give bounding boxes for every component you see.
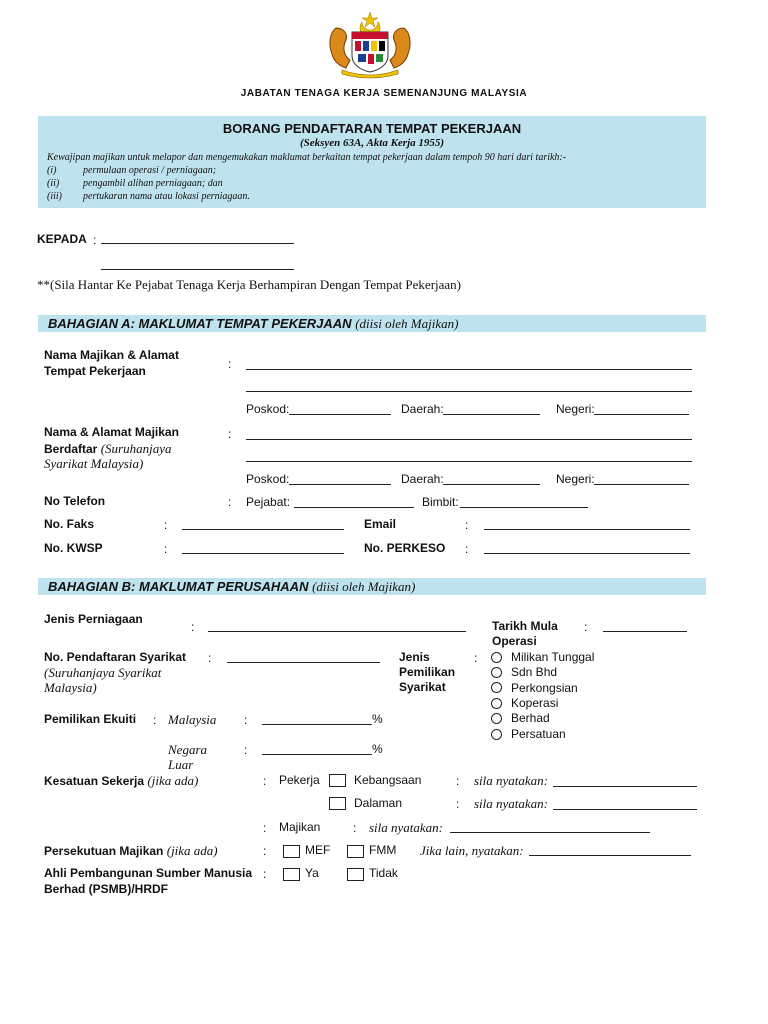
jenis-perniagaan-label: Jenis Perniagaan (44, 612, 143, 626)
kesatuan-colon: : (263, 774, 267, 788)
kesatuan-text: Kesatuan Sekerja (44, 774, 145, 788)
majikan-label: Majikan (279, 820, 321, 834)
tarikh-mula-colon: : (584, 620, 588, 634)
ya-checkbox[interactable] (283, 868, 300, 881)
no-kwsp-field[interactable] (182, 541, 344, 554)
negara-colon: : (244, 743, 248, 757)
persekutuan-text: Persekutuan Majikan (44, 844, 164, 858)
coat-of-arms (322, 10, 418, 80)
poskod-label: Poskod: (246, 402, 290, 416)
no-pendaftaran-colon: : (208, 651, 212, 665)
option-berhad: Berhad (511, 711, 550, 725)
fmm-checkbox[interactable] (347, 845, 364, 858)
majikan-colon-2: : (353, 821, 357, 835)
daerah-field-2[interactable] (443, 472, 540, 485)
header-item-3-num: (iii) (47, 191, 62, 202)
radio-milikan-tunggal[interactable] (491, 652, 502, 663)
tarikh-mula-field[interactable] (603, 619, 687, 632)
kebangsaan-sila: sila nyatakan: (474, 773, 549, 788)
nama-berdaftar-label-1: Nama & Alamat Majikan (44, 425, 179, 439)
nama-majikan-line-2[interactable] (246, 379, 692, 392)
kesatuan-label (44, 773, 198, 789)
section-b-title (48, 579, 415, 595)
no-telefon-colon: : (228, 495, 232, 509)
majikan-colon: : (263, 821, 267, 835)
no-pendaftaran-label: No. Pendaftaran Syarikat (44, 650, 187, 664)
email-colon: : (465, 518, 469, 532)
agency-title: JABATAN TENAGA KERJA SEMENANJUNG MALAYSIA (240, 88, 528, 99)
jika-lain-label: Jika lain, nyatakan: (420, 843, 524, 858)
nama-majikan-label: Nama Majikan & Alamat (44, 348, 179, 362)
mef-label: MEF (305, 843, 331, 857)
pekerja-label: Pekerja (279, 773, 320, 787)
malaysia-coat-of-arms-icon (322, 10, 418, 80)
operasi-label: Operasi (492, 634, 537, 648)
kesatuan-jika-ada: (jika ada) (147, 773, 199, 788)
bimbit-label: Bimbit: (422, 495, 459, 509)
no-kwsp-label: No. KWSP (44, 541, 103, 555)
section-b-title-text: BAHAGIAN B: MAKLUMAT PERUSAHAAN (48, 579, 309, 594)
no-perkeso-field[interactable] (484, 541, 690, 554)
section-a-title (48, 316, 458, 332)
negara-percent-field[interactable] (262, 742, 372, 755)
suruhanjaya-text: (Suruhanjaya (100, 441, 172, 456)
section-a-suffix: (diisi oleh Majikan) (355, 316, 459, 331)
option-koperasi: Koperasi (511, 696, 559, 710)
poskod-label-2: Poskod: (246, 472, 290, 486)
daerah-label-2: Daerah: (401, 472, 444, 486)
tidak-checkbox[interactable] (347, 868, 364, 881)
ya-label: Ya (305, 866, 319, 880)
persekutuan-jika-ada: (jika ada) (166, 843, 218, 858)
kepada-line-1[interactable] (101, 231, 294, 244)
form-subtitle: (Seksyen 63A, Akta Kerja 1955) (299, 137, 445, 149)
no-perkeso-label: No. PERKESO (364, 541, 446, 555)
header-item-1-num: (i) (47, 165, 57, 176)
form-title: BORANG PENDAFTARAN TEMPAT PEKERJAAN (222, 121, 522, 136)
jenis-pemilikan-3: Syarikat (399, 680, 446, 694)
daerah-field[interactable] (443, 402, 540, 415)
no-telefon-label: No Telefon (44, 494, 106, 508)
negeri-field-2[interactable] (594, 472, 689, 485)
header-intro: Kewajipan majikan untuk melapor dan mengemukakan maklumat berkaitan tempat pekerjaan dalam tempoh 90 hari dari tarikh:- (47, 152, 567, 163)
malaysia-colon: : (244, 713, 248, 727)
negeri-label: Negeri: (556, 402, 595, 416)
malaysia-percent-sign: % (372, 712, 383, 726)
option-sdn-bhd: Sdn Bhd (511, 665, 558, 679)
nama-berdaftar-line-2[interactable] (246, 449, 692, 462)
berdaftar-text: Berdaftar (44, 442, 98, 456)
majikan-field[interactable] (450, 820, 650, 833)
no-faks-label: No. Faks (44, 517, 95, 531)
psmb-label-2: Berhad (PSMB)/HRDF (44, 882, 169, 896)
section-a-title-text: BAHAGIAN A: MAKLUMAT TEMPAT PEKERJAAN (48, 316, 352, 331)
malaysia-label: Malaysia (168, 712, 217, 727)
header-item-1-text: permulaan operasi / perniagaan; (83, 165, 217, 176)
dalaman-field[interactable] (553, 797, 697, 810)
radio-perkongsian[interactable] (491, 682, 502, 693)
email-field[interactable] (484, 517, 690, 530)
section-b-suffix: (diisi oleh Majikan) (312, 579, 416, 594)
persekutuan-label (44, 843, 218, 859)
no-pendaftaran-field[interactable] (227, 650, 380, 663)
header-item-2-num: (ii) (47, 178, 60, 189)
radio-berhad[interactable] (491, 713, 502, 724)
nama-berdaftar-label-3: Syarikat Malaysia) (44, 456, 144, 471)
no-faks-field[interactable] (182, 517, 344, 530)
radio-sdn-bhd[interactable] (491, 667, 502, 678)
mef-checkbox[interactable] (283, 845, 300, 858)
pejabat-field[interactable] (294, 495, 414, 508)
poskod-field-2[interactable] (289, 472, 391, 485)
psmb-colon: : (263, 867, 267, 881)
no-perkeso-colon: : (465, 542, 469, 556)
option-perkongsian: Perkongsian (511, 681, 578, 695)
daerah-label: Daerah: (401, 402, 444, 416)
tempat-pekerjaan-label: Tempat Pekerjaan (44, 364, 146, 378)
negara-label-2: Luar (168, 757, 194, 772)
malaysia-percent-field[interactable] (262, 712, 372, 725)
suruhanjaya-2: Malaysia) (44, 680, 97, 695)
fmm-label: FMM (369, 843, 397, 857)
delivery-note: **(Sila Hantar Ke Pejabat Tenaga Kerja Berhampiran Dengan Tempat Pekerjaan) (37, 277, 462, 292)
kebangsaan-field[interactable] (553, 774, 697, 787)
psmb-label-1: Ahli Pembangunan Sumber Manusia (44, 866, 253, 880)
nama-majikan-colon: : (228, 357, 232, 371)
jenis-pemilikan-1: Jenis (399, 650, 430, 664)
header-item-2-text: pengambil alihan perniagaan; dan (83, 178, 223, 189)
negara-label-1: Negara (168, 742, 207, 757)
negara-percent-sign: % (372, 742, 383, 756)
option-milikan-tunggal: Milikan Tunggal (511, 650, 595, 664)
dalaman-colon: : (456, 797, 460, 811)
dalaman-label: Dalaman (354, 796, 403, 810)
option-persatuan: Persatuan (511, 727, 566, 741)
dalaman-sila: sila nyatakan: (474, 796, 549, 811)
tidak-label: Tidak (369, 866, 398, 880)
pejabat-label: Pejabat: (246, 495, 291, 509)
persekutuan-colon: : (263, 844, 267, 858)
jenis-pemilikan-colon: : (474, 651, 478, 665)
jenis-pemilikan-2: Pemilikan (399, 665, 456, 679)
bimbit-field[interactable] (460, 495, 588, 508)
no-faks-colon: : (164, 518, 168, 532)
kepada-colon: : (93, 233, 97, 247)
kebangsaan-label: Kebangsaan (354, 773, 422, 787)
kepada-line-2[interactable] (101, 257, 294, 270)
radio-persatuan[interactable] (491, 729, 502, 740)
majikan-sila: sila nyatakan: (369, 820, 444, 835)
jenis-perniagaan-field[interactable] (208, 619, 466, 632)
nama-berdaftar-colon: : (228, 427, 232, 441)
kebangsaan-colon: : (456, 774, 460, 788)
jika-lain-field[interactable] (529, 843, 691, 856)
negeri-field[interactable] (594, 402, 689, 415)
pemilikan-ekuiti-colon: : (153, 713, 157, 727)
kebangsaan-checkbox[interactable] (329, 774, 346, 787)
no-kwsp-colon: : (164, 542, 168, 556)
nama-berdaftar-line-1[interactable] (246, 427, 692, 440)
header-item-3-text: pertukaran nama atau lokasi perniagaan. (83, 191, 250, 202)
radio-koperasi[interactable] (491, 698, 502, 709)
nama-majikan-line-1[interactable] (246, 357, 692, 370)
suruhanjaya-1: (Suruhanjaya Syarikat (44, 665, 162, 680)
tarikh-mula-label: Tarikh Mula (492, 619, 558, 633)
kepada-label: KEPADA (37, 232, 87, 246)
dalaman-checkbox[interactable] (329, 797, 346, 810)
pemilikan-ekuiti-label: Pemilikan Ekuiti (44, 712, 137, 726)
nama-berdaftar-label-2 (44, 441, 171, 457)
email-label: Email (364, 517, 397, 531)
negeri-label-2: Negeri: (556, 472, 595, 486)
poskod-field[interactable] (289, 402, 391, 415)
jenis-perniagaan-colon: : (191, 620, 195, 634)
